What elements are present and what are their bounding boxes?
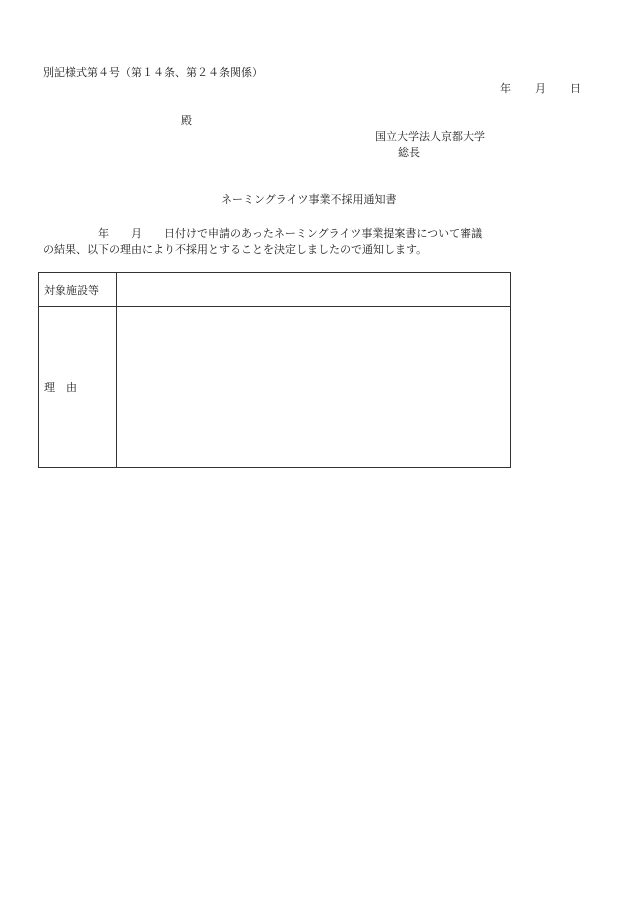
facility-label: 対象施設等 xyxy=(39,273,117,307)
date-line xyxy=(500,82,581,96)
reason-value-cell[interactable] xyxy=(117,307,511,468)
facility-value-cell[interactable] xyxy=(117,273,511,307)
facility-row xyxy=(39,273,511,307)
date-day: 日 xyxy=(570,82,581,95)
reason-row xyxy=(39,307,511,468)
date-month: 月 xyxy=(535,82,546,95)
reason-label: 理 由 xyxy=(39,307,117,468)
body-text xyxy=(43,226,513,258)
form-number: 別記様式第４号（第１４条、第２４条関係） xyxy=(43,66,263,79)
document-title: ネーミングライツ事業不採用通知書 xyxy=(221,193,397,206)
notice-table xyxy=(38,272,511,468)
issuer-title: 総長 xyxy=(398,146,420,159)
issuer-organization: 国立大学法人京都大学 xyxy=(375,130,485,143)
body-line-1: 年 月 日付けで申請のあったネーミングライツ事業提案書について審議 xyxy=(43,227,483,240)
body-line-2: の結果、以下の理由により不採用とすることを決定しましたので通知します。 xyxy=(43,243,428,256)
date-year: 年 xyxy=(500,82,511,95)
addressee-suffix: 殿 xyxy=(181,114,192,127)
